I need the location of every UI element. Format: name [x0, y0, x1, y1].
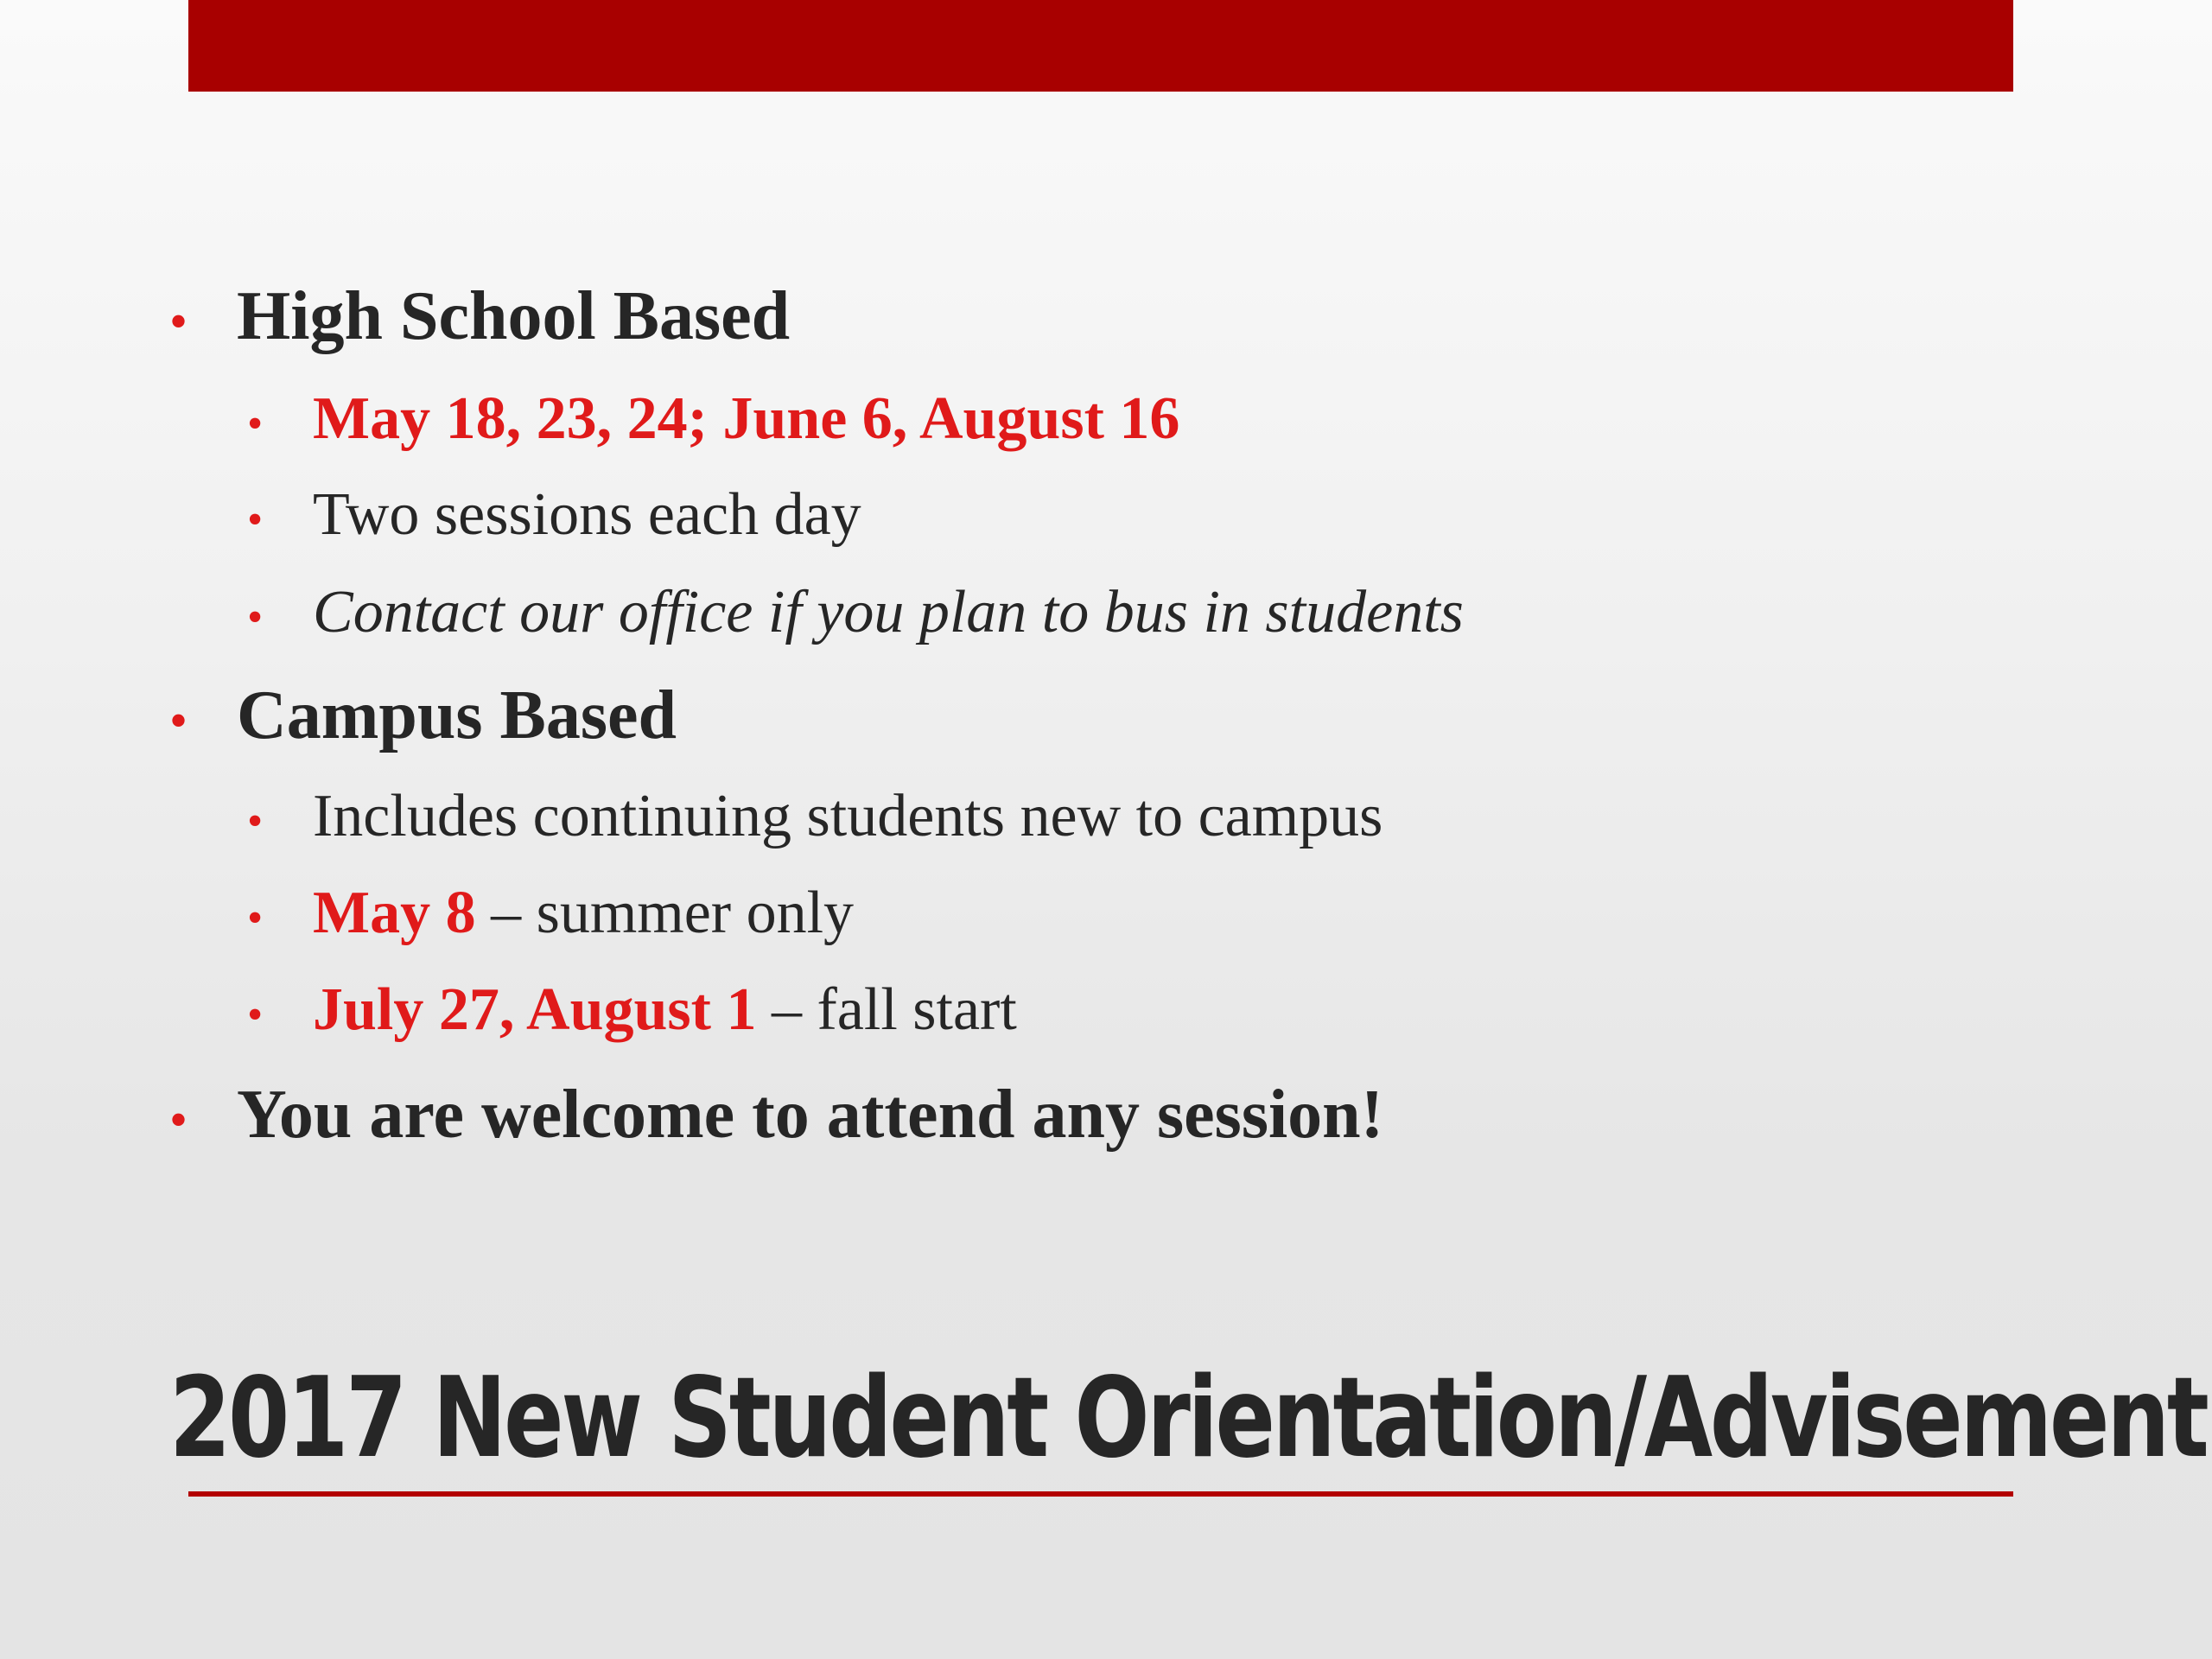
- bullet-text: Two sessions each day: [313, 481, 861, 548]
- sub-bullet-contact-office: [247, 577, 1464, 648]
- bullet-dot: •: [247, 399, 264, 448]
- bullet-dot: •: [169, 692, 188, 749]
- bullet-text: – fall start: [756, 976, 1017, 1043]
- bullet-dot: •: [247, 593, 264, 642]
- bullet-text: Contact our office if you plan to bus in students: [313, 579, 1464, 645]
- highlighted-dates: July 27, August 1: [313, 976, 757, 1043]
- highlighted-dates: May 18, 23, 24; June 6, August 16: [313, 385, 1180, 452]
- bullet-dot: •: [247, 893, 264, 943]
- bullet-campus-based: [169, 676, 677, 755]
- highlighted-date: May 8: [313, 880, 476, 946]
- bullet-high-school-based: [169, 276, 791, 356]
- bullet-welcome: [169, 1075, 1384, 1154]
- bullet-text: Campus Based: [237, 677, 677, 753]
- bullet-dot: •: [169, 1091, 188, 1148]
- sub-bullet-two-sessions: [247, 480, 861, 550]
- bullet-text: Includes continuing students new to campus: [313, 783, 1383, 849]
- sub-bullet-summer-only: [247, 878, 855, 949]
- sub-bullet-fall-start: [247, 975, 1017, 1046]
- bullet-text: You are welcome to attend any session!: [237, 1077, 1384, 1153]
- bullet-dot: •: [169, 293, 188, 350]
- bullet-dot: •: [247, 990, 264, 1039]
- sub-bullet-high-school-dates: [247, 384, 1180, 454]
- bullet-text: High School Based: [237, 278, 791, 354]
- bullet-dot: •: [247, 797, 264, 846]
- bullet-dot: •: [247, 495, 264, 544]
- title-underline: [188, 1491, 2013, 1497]
- bullet-text: – summer only: [475, 880, 855, 946]
- sub-bullet-continuing-students: [247, 781, 1383, 852]
- slide-title: 2017 New Student Orientation/Advisement: [169, 1354, 2207, 1483]
